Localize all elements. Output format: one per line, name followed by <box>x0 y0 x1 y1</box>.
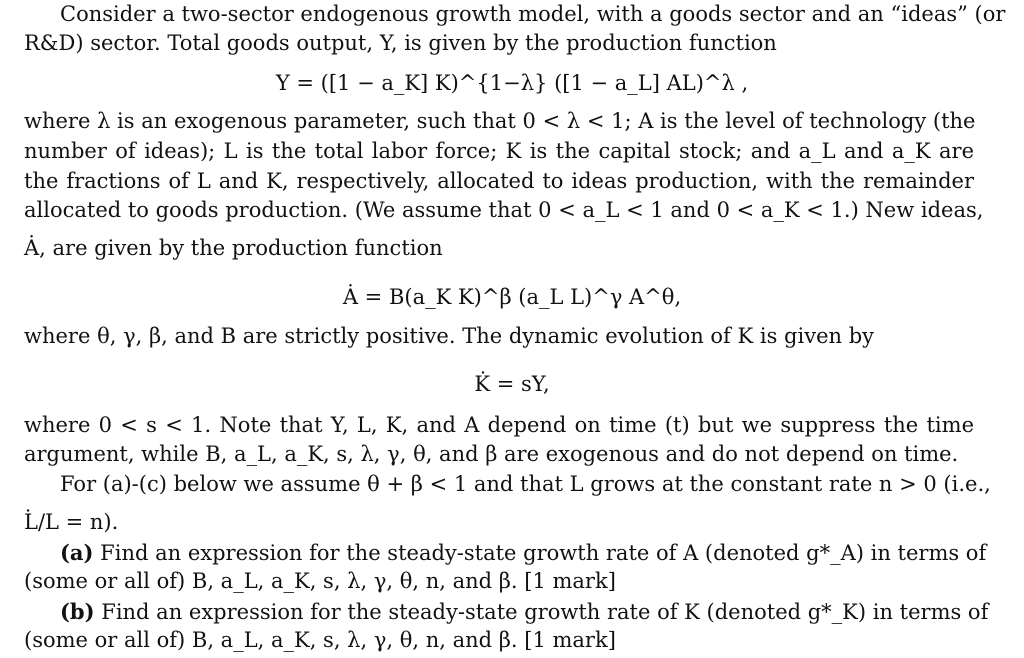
paragraph-4-line-2: argument, while B, a_L, a_K, s, λ, γ, θ, and β are exogenous and do not depend on time. <box>24 442 959 466</box>
paragraph-2-line-5: Ȧ, are given by the production function <box>24 236 443 260</box>
paragraph-1-line-1: Consider a two-sector endogenous growth model, with a goods sector and an “ideas” (or <box>60 2 1006 26</box>
paragraph-2-line-4: allocated to goods production. (We assume that 0 < a_L < 1 and 0 < a_K < 1.) New ideas, <box>24 198 984 222</box>
paragraph-5-line-1: For (a)-(c) below we assume θ + β < 1 and that L grows at the constant rate n > 0 (i.e., <box>60 472 991 496</box>
equation-capital-evolution: K̇ = sY, <box>474 372 550 396</box>
part-b-label: (b) <box>60 599 95 624</box>
equation-goods-production: Y = ([1 − a_K] K)^{1−λ} ([1 − a_L] AL)^λ , <box>275 71 749 95</box>
part-b-line-1: (b) Find an expression for the steady-state growth rate of K (denoted g*_K) in terms of <box>60 599 989 624</box>
part-a-label: (a) <box>60 540 94 565</box>
part-a-line-2: (some or all of) B, a_L, a_K, s, λ, γ, θ, n, and β. [1 mark] <box>24 569 616 593</box>
equation-ideas-production: Ȧ = B(a_K K)^β (a_L L)^γ A^θ, <box>342 285 682 309</box>
paragraph-2-line-1: where λ is an exogenous parameter, such that 0 < λ < 1; A is the level of technology (the <box>24 109 976 133</box>
paragraph-3-line-1: where θ, γ, β, and B are strictly positive. The dynamic evolution of K is given by <box>24 324 874 348</box>
paragraph-2-line-2: number of ideas); L is the total labor force; K is the capital stock; and a_L and a_K are <box>24 139 974 163</box>
paragraph-2-line-3: the fractions of L and K, respectively, allocated to ideas production, with the remainder <box>24 169 974 193</box>
part-a-line-1: (a) Find an expression for the steady-state growth rate of A (denoted g*_A) in terms of <box>60 540 987 565</box>
paragraph-4-line-1: where 0 < s < 1. Note that Y, L, K, and A depend on time (t) but we suppress the time <box>24 413 974 437</box>
part-b-line-2: (some or all of) B, a_L, a_K, s, λ, γ, θ, n, and β. [1 mark] <box>24 628 616 652</box>
paragraph-1-line-2: R&D) sector. Total goods output, Y, is given by the production function <box>24 31 777 55</box>
paragraph-5-line-2: L̇/L = n). <box>24 510 119 534</box>
